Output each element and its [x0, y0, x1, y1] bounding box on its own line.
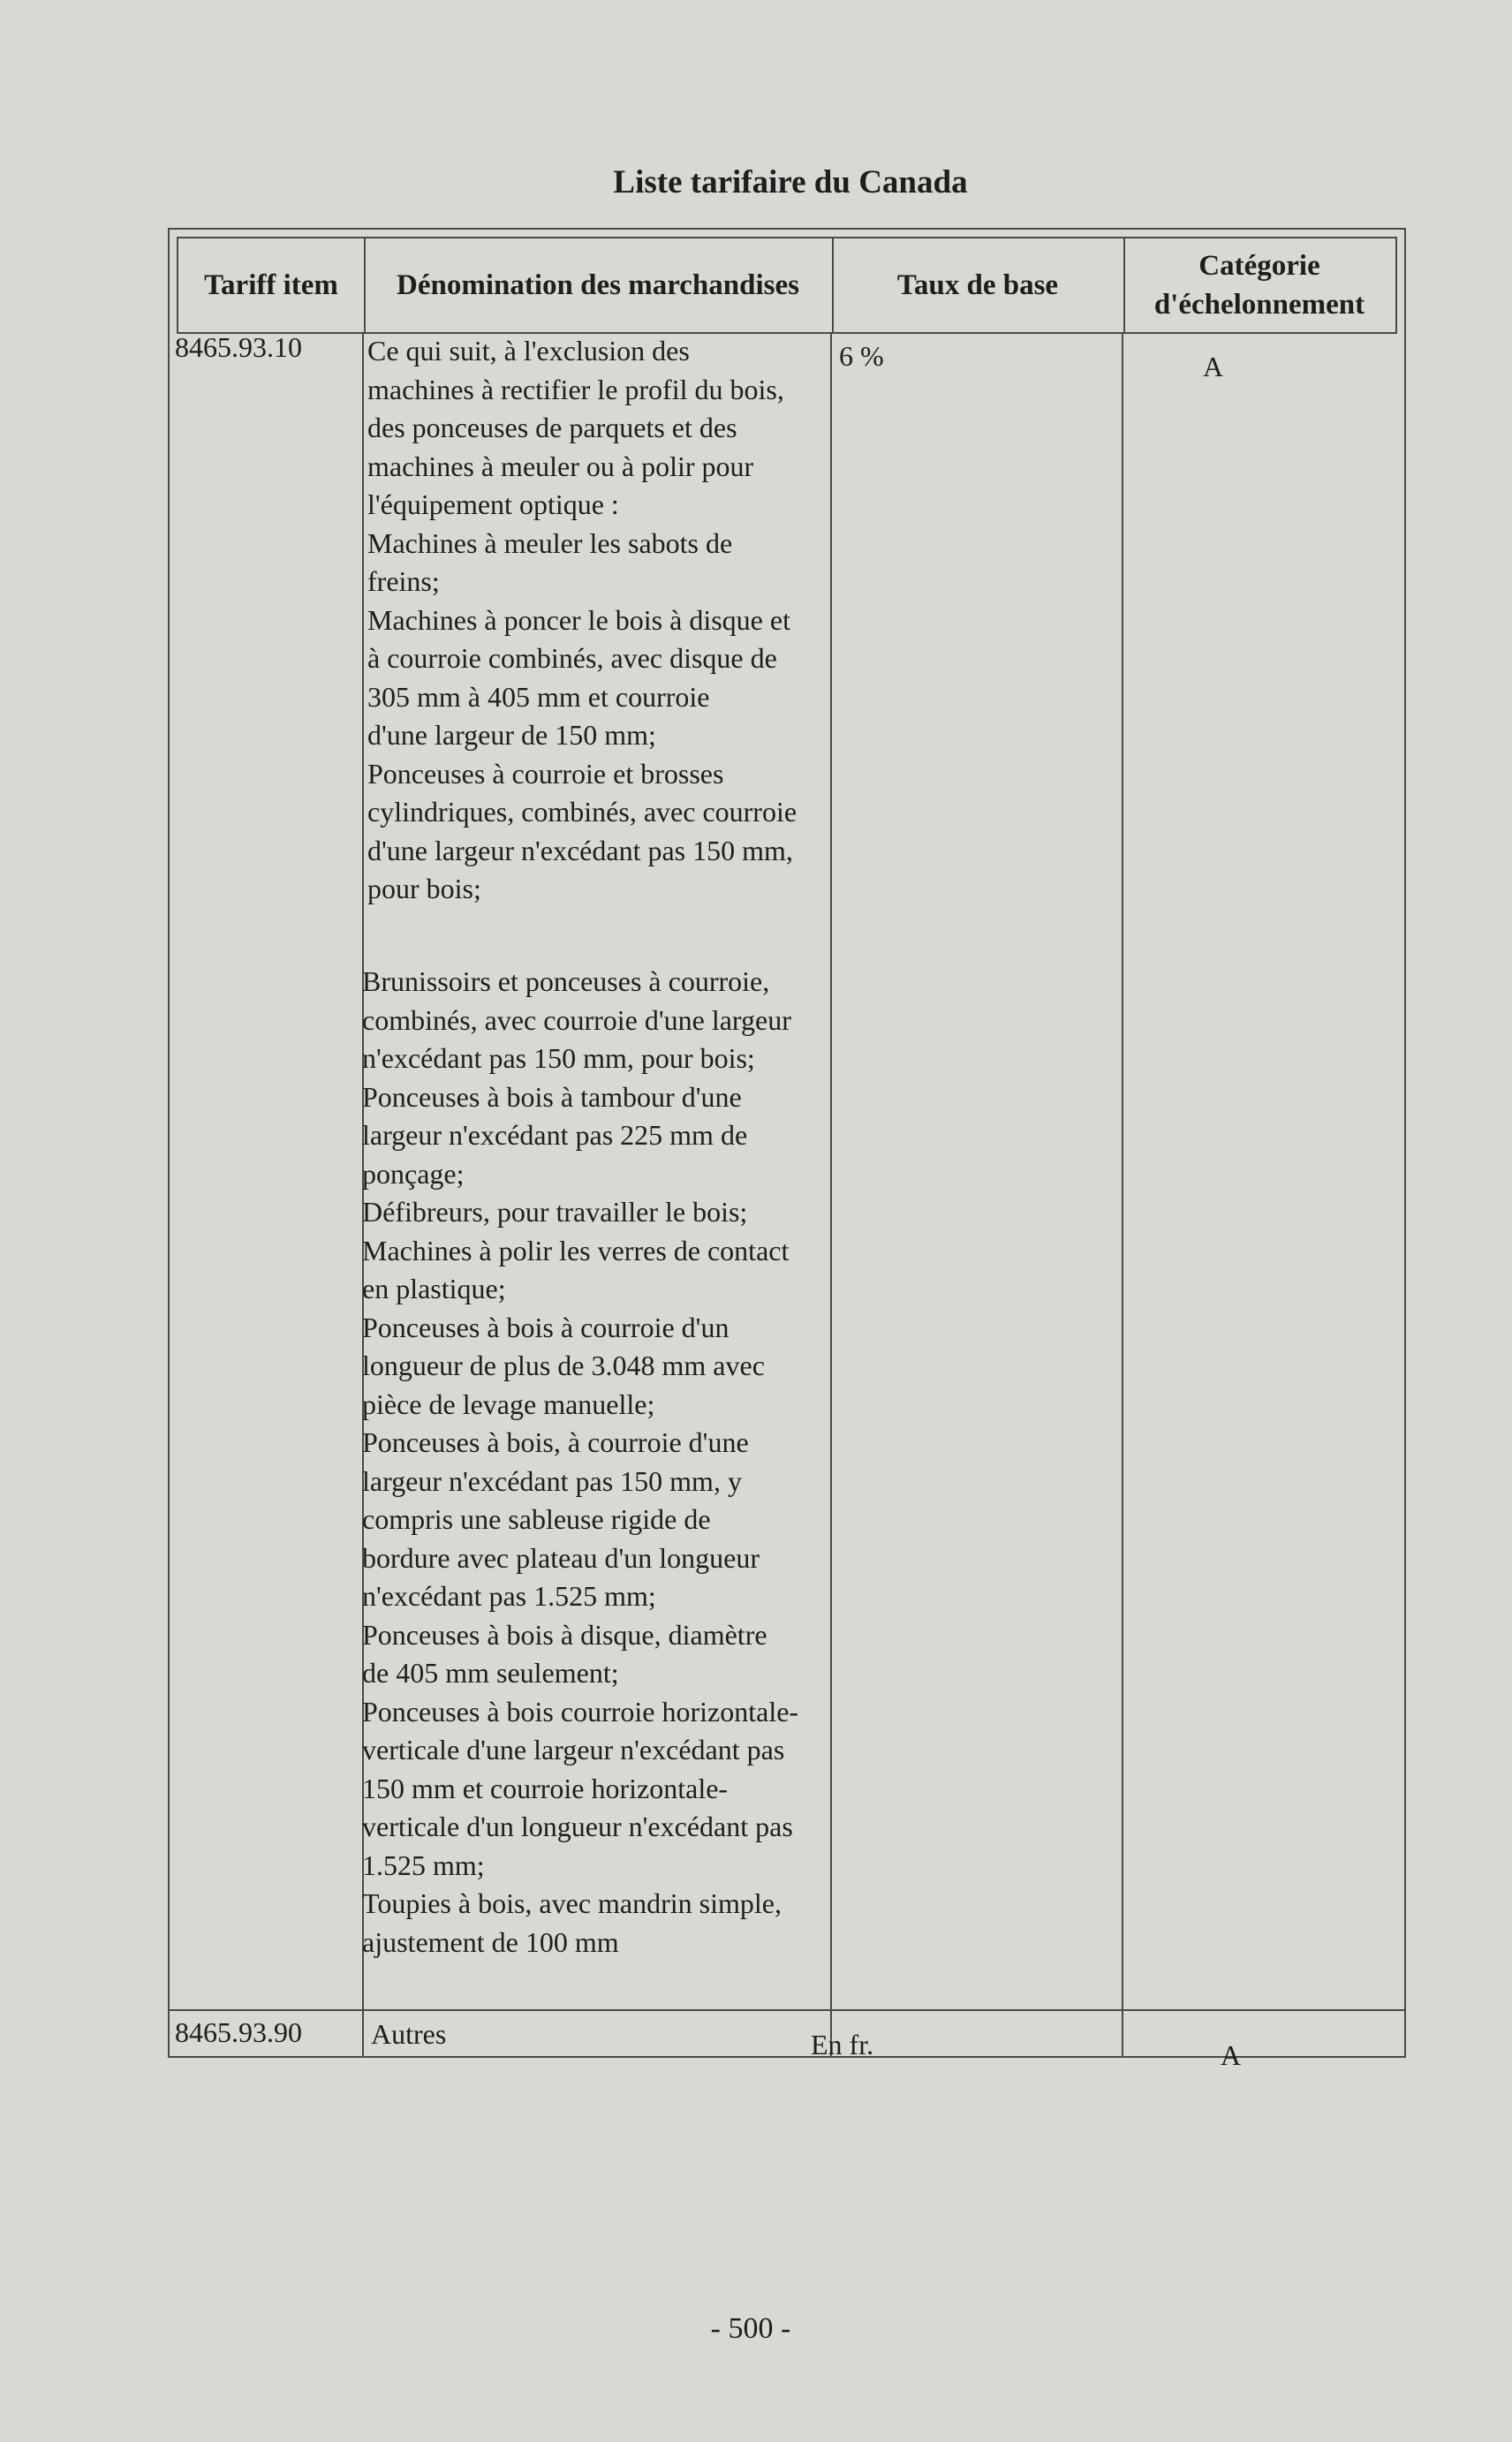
header-divider	[364, 238, 366, 332]
description-cell-continued: Brunissoirs et ponceuses à courroie, combinés, avec courroie d'une largeur n'excédant pas 150 mm, pour bois; Ponceuses à bois à tambour d'une largeur n'excédant pas 225 mm de ponçage; Défibreurs, pour travailler le bois; Machines à polir les verres de contact en plastique; Ponceuses à bois à courroie d'un longueur de plus de 3.048 mm avec pièce de levage manuelle; Ponceuses à bois, à courroie d'une largeur n'excédant pas 150 mm, y compris une sableuse rigide de bordure avec plateau d'un longueur n'excédant pas 1.525 mm; Ponceuses à bois à disque, diamètre de 405 mm seulement; Ponceuses à bois courroie horizontale- verticale d'une largeur n'excédant pas 150 mm et courroie horizontale- verticale d'un longueur n'excédant pas 1.525 mm; Toupies à bois, avec mandrin simple, ajustement de 100 mm	[362, 965, 799, 1958]
tariff-item-code: 8465.93.90	[175, 2016, 302, 2048]
header-base-rate: Taux de base	[896, 269, 1059, 301]
header-description: Dénomination des marchandises	[397, 269, 799, 301]
staging-category-value: A	[1203, 351, 1224, 382]
column-divider	[1122, 334, 1123, 2056]
header-divider	[832, 238, 834, 332]
base-rate-value: En fr.	[811, 2029, 874, 2060]
tariff-item-code: 8465.93.10	[175, 331, 302, 363]
page-title: Liste tarifaire du Canada	[613, 164, 968, 200]
header-divider	[1123, 238, 1125, 332]
description-cell: Ce qui suit, à l'exclusion des machines à rectifier le profil du bois, des ponceuses de parquets et des machines à meuler ou à polir pour l'équipement optique : Machines à meuler les sabots de freins; Machines à poncer le bois à disque et à courroie combinés, avec disque de 305 mm à 405 mm et courroie d'une largeur de 150 mm; Ponceuses à courroie et brosses cylindriques, combinés, avec courroie d'une largeur n'excédant pas 150 mm, pour bois;	[367, 335, 798, 904]
header-staging-category: Catégorie d'échelonnement	[1153, 250, 1365, 321]
page-number: - 500 -	[710, 2312, 791, 2345]
row-divider	[170, 2009, 1404, 2011]
tariff-table	[168, 228, 1406, 2071]
column-divider	[830, 334, 832, 2056]
staging-category-value: A	[1221, 2039, 1242, 2071]
header-tariff-item: Tariff item	[204, 269, 338, 301]
table-header-row	[177, 237, 1397, 334]
description-cell: Autres	[371, 2018, 447, 2050]
base-rate-value: 6 %	[839, 340, 884, 372]
